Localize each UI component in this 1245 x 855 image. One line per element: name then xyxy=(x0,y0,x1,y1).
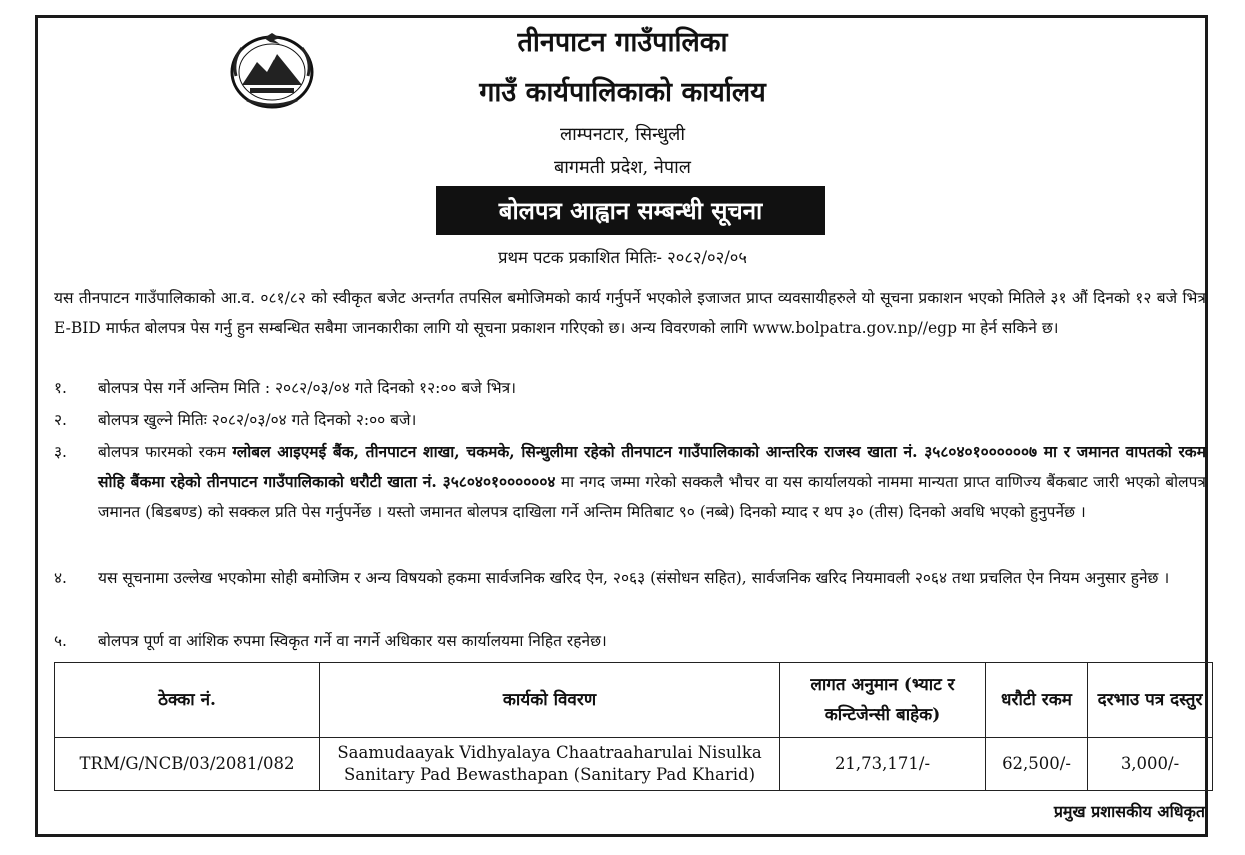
item-text-part: मा नगद जम्मा गरेको सक्कलै भौचर वा यस कार्यालयको नाममा मान्यता प्राप्त वाणिज्य बैंकबाट जारी भएको बोलपत्र जमानत (बिडबण्ड) को सक्कल प्रति पेस गर्नुपर्नेछ । यस्तो जमानत बोलपत्र दाखिला गर्ने अन्तिम मितिबाट ९० (नब्बे) दिनको म्याद र थप ३० (तीस) दिनको अवधि भएको हुनुपर्नेछ । xyxy=(98,473,1206,521)
office-name: गाउँ कार्यपालिकाको कार्यालय xyxy=(479,77,766,108)
list-item xyxy=(54,563,1206,593)
item-text: बोलपत्र खुल्ने मितिः २०८२/०३/०४ गते दिनको २:०० बजे। xyxy=(98,411,417,429)
item-number: ५. xyxy=(54,632,67,650)
column-header: कार्यको विवरण xyxy=(320,663,780,738)
contract-number-cell: TRM/G/NCB/03/2081/082 xyxy=(55,738,320,791)
intro-paragraph: यस तीनपाटन गाउँपालिकाको आ.व. ०८१/८२ को स्वीकृत बजेट अन्तर्गत तपसिल बमोजिमको कार्य गर्नुपर्ने भएकोले इजाजत प्राप्त व्यवसायीहरुले यो सूचना प्रकाशन भएको मितिले ३१ औं दिनको १२ बजे भित्र E-BID मार्फत बोलपत्र पेस गर्नु हुन सम्बन्धित सबैमा जानकारीका लागि यो सूचना प्रकाशन गरिएको छ। अन्य विवरणको लागि www.bolpatra.gov.np//egp मा हेर्न सकिने छ। xyxy=(54,289,1206,337)
column-header: धरौटी रकम xyxy=(986,663,1088,738)
table-header-row xyxy=(55,663,1213,738)
item-text-part: बोलपत्र फारमको रकम xyxy=(98,443,233,461)
item-text: बोलपत्र पूर्ण वा आंशिक रुपमा स्विकृत गर्ने वा नगर्ने अधिकार यस कार्यालयमा निहित रहनेछ। xyxy=(98,632,607,650)
org-name: तीनपाटन गाउँपालिका xyxy=(517,27,728,58)
item-number: १. xyxy=(54,379,67,397)
list-item xyxy=(54,437,1206,527)
address-line-1: लाम्पनटार, सिन्धुली xyxy=(559,124,686,145)
bid-fee-cell: 3,000/- xyxy=(1088,738,1213,791)
address-line-2: बागमती प्रदेश, नेपाल xyxy=(553,157,692,178)
column-header: ठेक्का नं. xyxy=(55,663,320,738)
cost-estimate-cell: 21,73,171/- xyxy=(780,738,986,791)
list-item xyxy=(54,373,1206,403)
tender-table xyxy=(54,662,1213,791)
item-text xyxy=(98,437,1206,527)
notice-title: बोलपत्र आह्वान सम्बन्धी सूचना xyxy=(436,186,825,235)
deposit-amount-cell: 62,500/- xyxy=(986,738,1088,791)
work-description-cell: Saamudaayak Vidhyalaya Chaatraaharulai Nisulka Sanitary Pad Bewasthapan (Sanitary Pad Kharid) xyxy=(320,738,780,791)
table-row xyxy=(55,738,1213,791)
item-number: ४. xyxy=(54,569,67,587)
column-header: लागत अनुमान (भ्याट र कन्टिजेन्सी बाहेक) xyxy=(780,663,986,738)
item-number: ३. xyxy=(54,443,67,461)
column-header: दरभाउ पत्र दस्तुर xyxy=(1088,663,1213,738)
item-text: यस सूचनामा उल्लेख भएकोमा सोही बमोजिम र अन्य विषयको हकमा सार्वजनिक खरिद ऐन, २०६३ (संसोधन सहित), सार्वजनिक खरिद नियमावली २०६४ तथा प्रचलित ऐन नियम अनुसार हुनेछ । xyxy=(98,569,1170,587)
item-text: बोलपत्र पेस गर्ने अन्तिम मिति : २०८२/०३/०४ गते दिनको १२:०० बजे भित्र। xyxy=(98,379,517,397)
item-number: २. xyxy=(54,411,67,429)
publish-date: प्रथम पटक प्रकाशित मितिः- २०८२/०२/०५ xyxy=(498,248,747,267)
signoff-title: प्रमुख प्रशासकीय अधिकृत xyxy=(1053,802,1205,821)
list-item xyxy=(54,405,1206,435)
list-item xyxy=(54,626,1206,656)
bank-account-details: ग्लोबल आइएमई बैंक, तीनपाटन शाखा, चकमके, सिन्धुलीमा रहेको तीनपाटन गाउँपालिकाको आन्तरिक राजस्व खाता नं. ३५८०४०१००००००७ मा र जमानत वापतको रकम सोहि बैंकमा रहेको तीनपाटन गाउँपालिकाको धरौटी खाता नं. ३५८०४०१००००००४ xyxy=(98,442,1206,491)
